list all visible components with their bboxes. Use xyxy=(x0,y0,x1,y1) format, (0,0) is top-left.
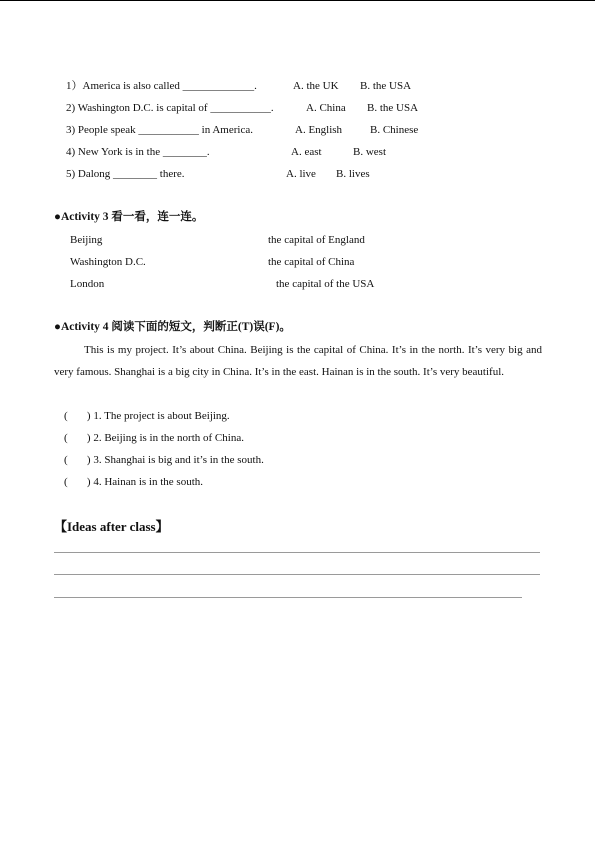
question-5-stem: 5) Dalong ________ there. xyxy=(66,168,185,180)
match-right-item: the capital of China xyxy=(268,256,355,268)
question-4-option-a: A. east xyxy=(291,146,322,158)
activity-4-title: ●Activity 4 阅读下面的短文，判断正(T)误(F)。 xyxy=(54,321,291,333)
match-right-item: the capital of England xyxy=(268,234,365,246)
match-right-item: the capital of the USA xyxy=(276,278,375,290)
question-3-stem: 3) People speak ___________ in America. xyxy=(66,124,253,136)
writing-line xyxy=(54,574,540,575)
passage-text: This is my project. It’s about China. Beijing is the capital of China. It’s in the north. It’s very big and very famous. Shanghai is a big city in China. It’s in the east. Hainan is in the south. It’s very beautiful. xyxy=(54,344,542,378)
question-2-stem: 2) Washington D.C. is capital of ___________. xyxy=(66,102,274,114)
question-5-option-b: B. lives xyxy=(336,168,370,180)
question-2-option-b: B. the USA xyxy=(367,102,419,114)
true-false-item: ( ) 3. Shanghai is big and it’s in the south. xyxy=(64,454,264,466)
question-4-option-b: B. west xyxy=(353,146,386,158)
writing-line xyxy=(54,552,540,553)
true-false-item: ( ) 4. Hainan is in the south. xyxy=(64,476,204,488)
ideas-after-class-title: 【Ideas after class】 xyxy=(54,519,169,534)
match-left-item: Washington D.C. xyxy=(70,256,146,268)
reading-passage xyxy=(54,339,542,383)
question-1-option-b: B. the USA xyxy=(360,80,412,92)
writing-line xyxy=(54,597,522,598)
question-4-stem: 4) New York is in the ________. xyxy=(66,146,210,158)
question-1-option-a: A. the UK xyxy=(293,80,339,92)
match-left-item: Beijing xyxy=(70,234,103,246)
question-2-option-a: A. China xyxy=(306,102,346,114)
question-3-option-b: B. Chinese xyxy=(370,124,419,136)
page-top-border xyxy=(0,0,595,1)
question-5-option-a: A. live xyxy=(286,168,316,180)
match-left-item: London xyxy=(70,278,105,290)
true-false-item: ( ) 2. Beijing is in the north of China. xyxy=(64,432,244,444)
question-3-option-a: A. English xyxy=(295,124,343,136)
activity-3-title: ●Activity 3 看一看，连一连。 xyxy=(54,211,204,223)
question-1-stem: 1）America is also called _____________. xyxy=(66,80,257,92)
true-false-item: ( ) 1. The project is about Beijing. xyxy=(64,410,230,422)
